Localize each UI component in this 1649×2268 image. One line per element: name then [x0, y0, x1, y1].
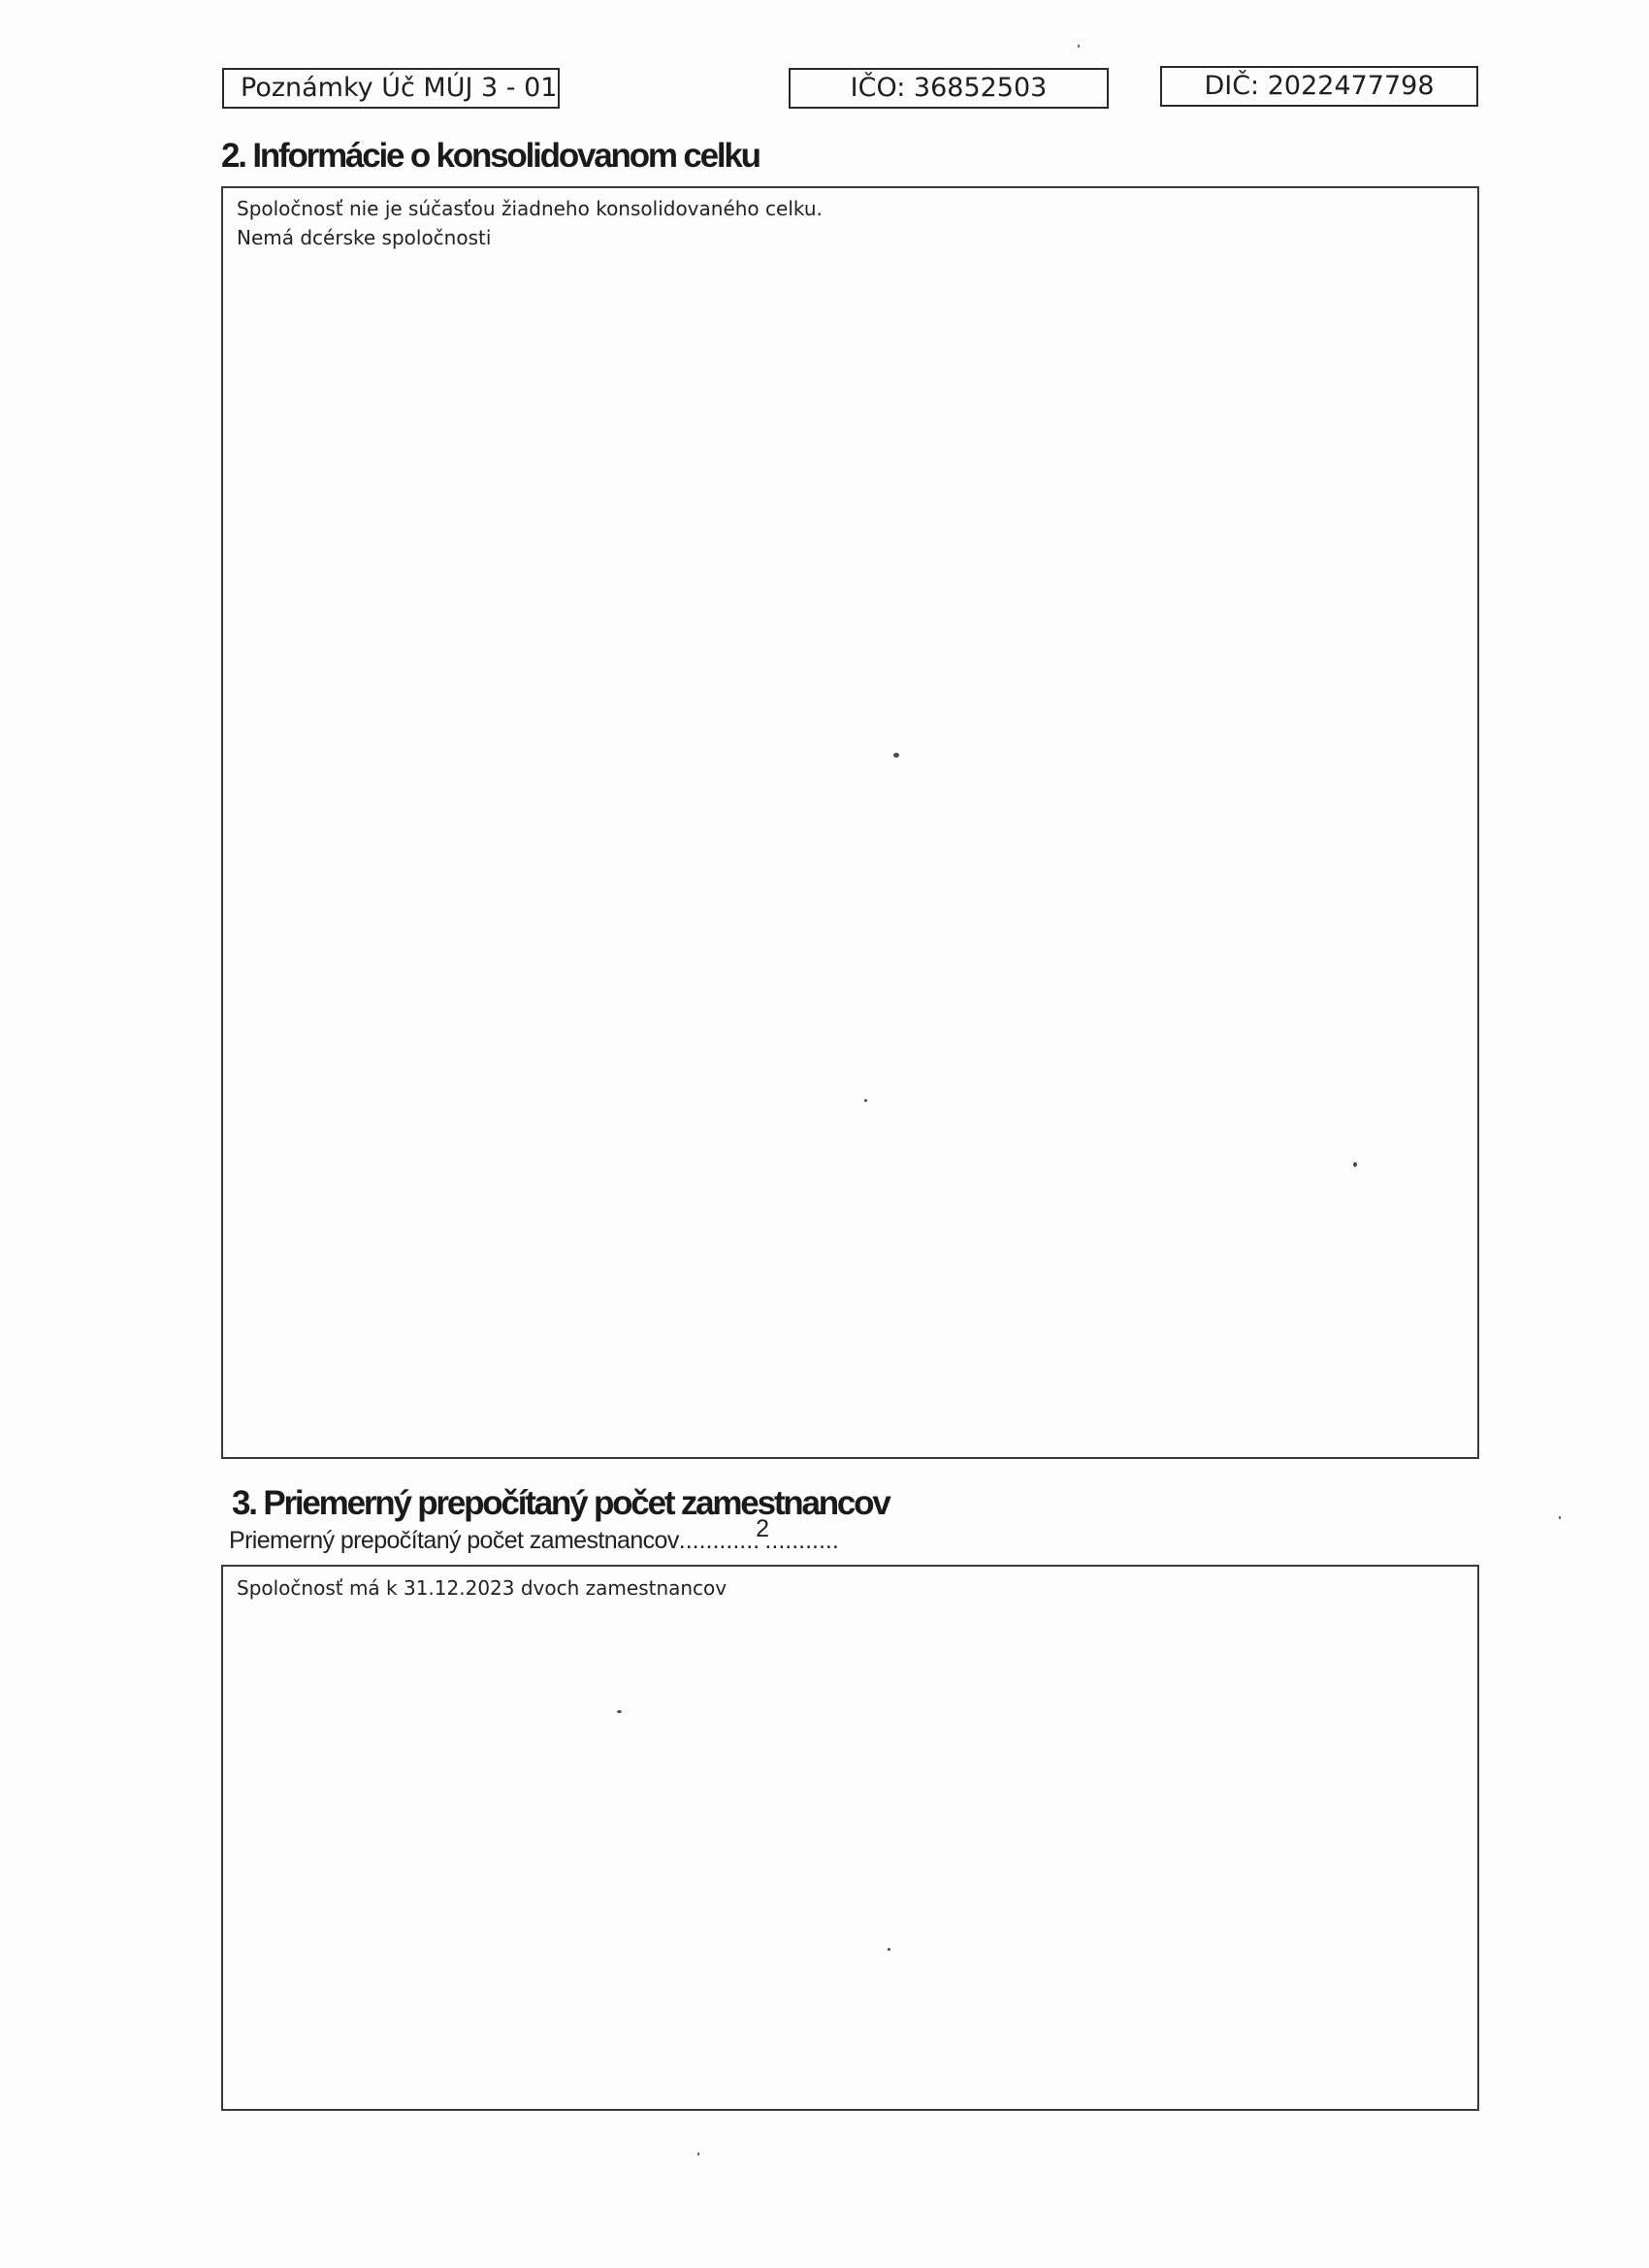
form-label-box [222, 68, 560, 109]
leader-dots: ........... [764, 1527, 839, 1554]
section3-text-frame [221, 1565, 1479, 2111]
section2-text [237, 194, 823, 252]
scan-speck [888, 1948, 890, 1951]
section2-line: Spoločnosť nie je súčasťou žiadneho konsolidovaného celku. [237, 197, 823, 220]
employee-count-line [229, 1515, 839, 1555]
dic-value: DIČ: 2022477798 [1204, 71, 1435, 101]
dic-box [1160, 66, 1478, 107]
scan-speck [893, 753, 899, 758]
section2-text-frame [221, 186, 1479, 1459]
employee-count-label: Priemerný prepočítaný počet zamestnancov [229, 1527, 679, 1554]
section3-title: 3. Priemerný prepočítaný počet zamestnancov [232, 1484, 889, 1522]
scan-speck [1559, 1516, 1561, 1519]
section2-line: Nemá dcérske spoločnosti [237, 226, 492, 249]
ico-box [789, 68, 1109, 109]
scan-speck [864, 1099, 867, 1102]
form-label: Poznámky Úč MÚJ 3 - 01 [241, 73, 558, 103]
employee-count-value: 2 [756, 1515, 769, 1542]
section3-note: Spoločnosť má k 31.12.2023 dvoch zamestnancov [237, 1576, 728, 1600]
scan-speck [1078, 45, 1080, 48]
section2-title: 2. Informácie o konsolidovanom celku [221, 137, 760, 175]
ico-value: IČO: 36852503 [850, 73, 1048, 103]
scan-speck [617, 1710, 622, 1713]
scan-speck [697, 2153, 699, 2155]
leader-dots: ............ [678, 1527, 760, 1554]
scan-speck [1353, 1162, 1357, 1167]
